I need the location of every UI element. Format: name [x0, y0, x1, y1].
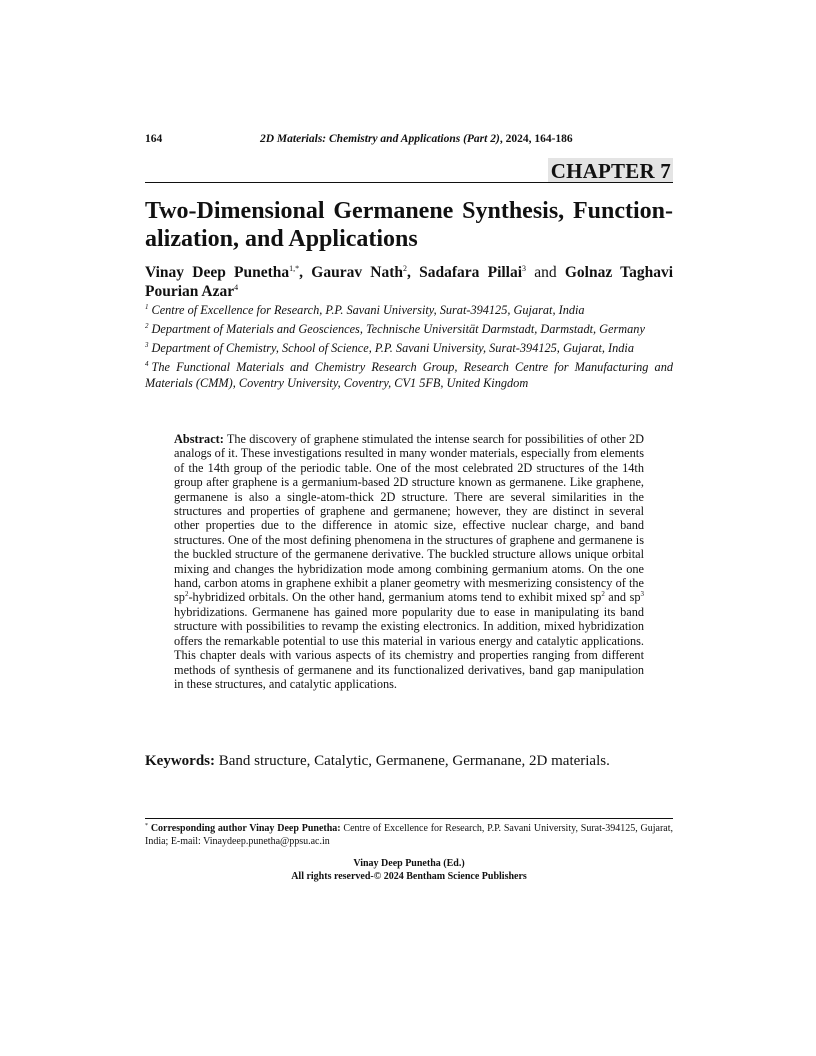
chapter-divider	[145, 182, 673, 183]
author-affil-mark: 3	[522, 264, 527, 273]
affiliation	[145, 340, 673, 356]
page-number: 164	[145, 133, 163, 145]
chapter-title: Two-Dimensional Germanene Synthesis, Function-alization, and Applications	[145, 198, 673, 252]
abstract-text: hybridizations. Germanene has gained more popularity due to ease in manipulating its band structure with possibilities to revamp the existing electronics. In addition, mixed hybridization offers the remarkable potential to use this material in various energy and catalytic applications. This chapter deals with various aspects of its chemistry and properties ranging from different methods of synthesis of germanene and its functionalized derivatives, band gap manipulation in these structures, and catalytic applications.	[174, 604, 644, 691]
publisher-block	[145, 858, 673, 883]
author-affil-mark: 4	[234, 283, 239, 292]
copyright-line: All rights reserved-© 2024 Bentham Science Publishers	[291, 870, 527, 882]
abstract-superscript: 3	[640, 590, 645, 599]
author-name: Sadafara Pillai	[419, 264, 523, 281]
footnote-divider	[145, 818, 673, 819]
affiliation-mark: 2	[145, 322, 149, 330]
affiliation	[145, 359, 673, 391]
author-separator: and	[526, 264, 565, 281]
editor-line: Vinay Deep Punetha (Ed.)	[353, 858, 465, 869]
affiliation	[145, 302, 673, 318]
abstract-superscript: 2	[184, 590, 189, 599]
affiliation-mark: 1	[145, 303, 149, 311]
author-name: Gaurav Nath	[311, 264, 404, 281]
affiliation-list	[145, 302, 673, 394]
affiliation-mark: 3	[145, 341, 149, 349]
abstract-superscript: 2	[601, 590, 605, 599]
affiliation	[145, 321, 673, 337]
author-name: Vinay Deep Punetha	[145, 264, 290, 281]
chapter-label: CHAPTER 7	[548, 158, 673, 183]
author-separator: ,	[299, 264, 312, 281]
affiliation-text: The Functional Materials and Chemistry Research Group, Research Centre for Manufacturing and Materials (CMM), Coventry University, Coventry, CV1 5FB, United Kingdom	[145, 360, 673, 390]
abstract-label: Abstract:	[174, 432, 224, 446]
affiliation-text: Centre of Excellence for Research, P.P. Savani University, Surat-394125, Gujarat, India	[151, 303, 585, 317]
author-name: Golnaz Taghavi Pourian Azar	[145, 264, 673, 300]
abstract-text: and sp	[604, 590, 641, 605]
journal-citation	[260, 133, 573, 145]
author-affil-mark: 1,*	[289, 264, 300, 273]
abstract-text: -hybridized orbitals. On the other hand, germanium atoms tend to exhibit mixed sp	[188, 590, 602, 605]
footnote-text: Centre of Excellence for Research, P.P. Savani University, Surat-394125, Gujarat, India; E-mail: Vinaydeep.punetha@ppsu.ac.in	[145, 823, 673, 847]
corresponding-author-footnote	[145, 823, 673, 848]
footnote-label: Corresponding author Vinay Deep Punetha:	[150, 823, 341, 834]
affiliation-text: Department of Materials and Geosciences, Technische Universität Darmstadt, Darmstadt, Germany	[151, 322, 645, 336]
author-affil-mark: 2	[403, 264, 408, 273]
author-separator: ,	[407, 264, 420, 281]
affiliation-text: Department of Chemistry, School of Science, P.P. Savani University, Surat-394125, Gujarat, India	[151, 341, 634, 355]
footnote-mark: *	[145, 823, 148, 829]
affiliation-mark: 4	[145, 360, 149, 368]
journal-year-pages: , 2024, 164-186	[499, 133, 573, 145]
journal-title: 2D Materials: Chemistry and Applications (Part 2)	[260, 133, 500, 145]
keywords-text: Band structure, Catalytic, Germanene, Germanane, 2D materials.	[215, 753, 610, 769]
keywords	[145, 752, 673, 771]
keywords-label: Keywords:	[145, 753, 215, 769]
abstract	[174, 432, 644, 691]
abstract-text: The discovery of graphene stimulated the intense search for possibilities of other 2D analogs of it. These investigations resulted in many wonder materials, especially from elements of the 14th group of the periodic table. One of the most celebrated 2D structures of the 14th group after graphene is a germanium-based 2D structure known as germanene. Like graphene, germanene is also a single-atom-thick 2D structure. There are several similarities in the structures and properties of graphene and germanene; however, they are distinct in several other properties due to the difference in atomic size, effective nuclear charge, and band structures. One of the most defining phenomena in the structures of graphene and germanene is the buckled structure of the germanene derivative. The buckled structure allows unique orbital mixing and changes the hybridization mode among combining germanium atoms. On the one hand, carbon atoms in graphene exhibit a planer geometry with mesmerizing consistency of the sp	[174, 432, 644, 605]
author-list	[145, 263, 673, 301]
